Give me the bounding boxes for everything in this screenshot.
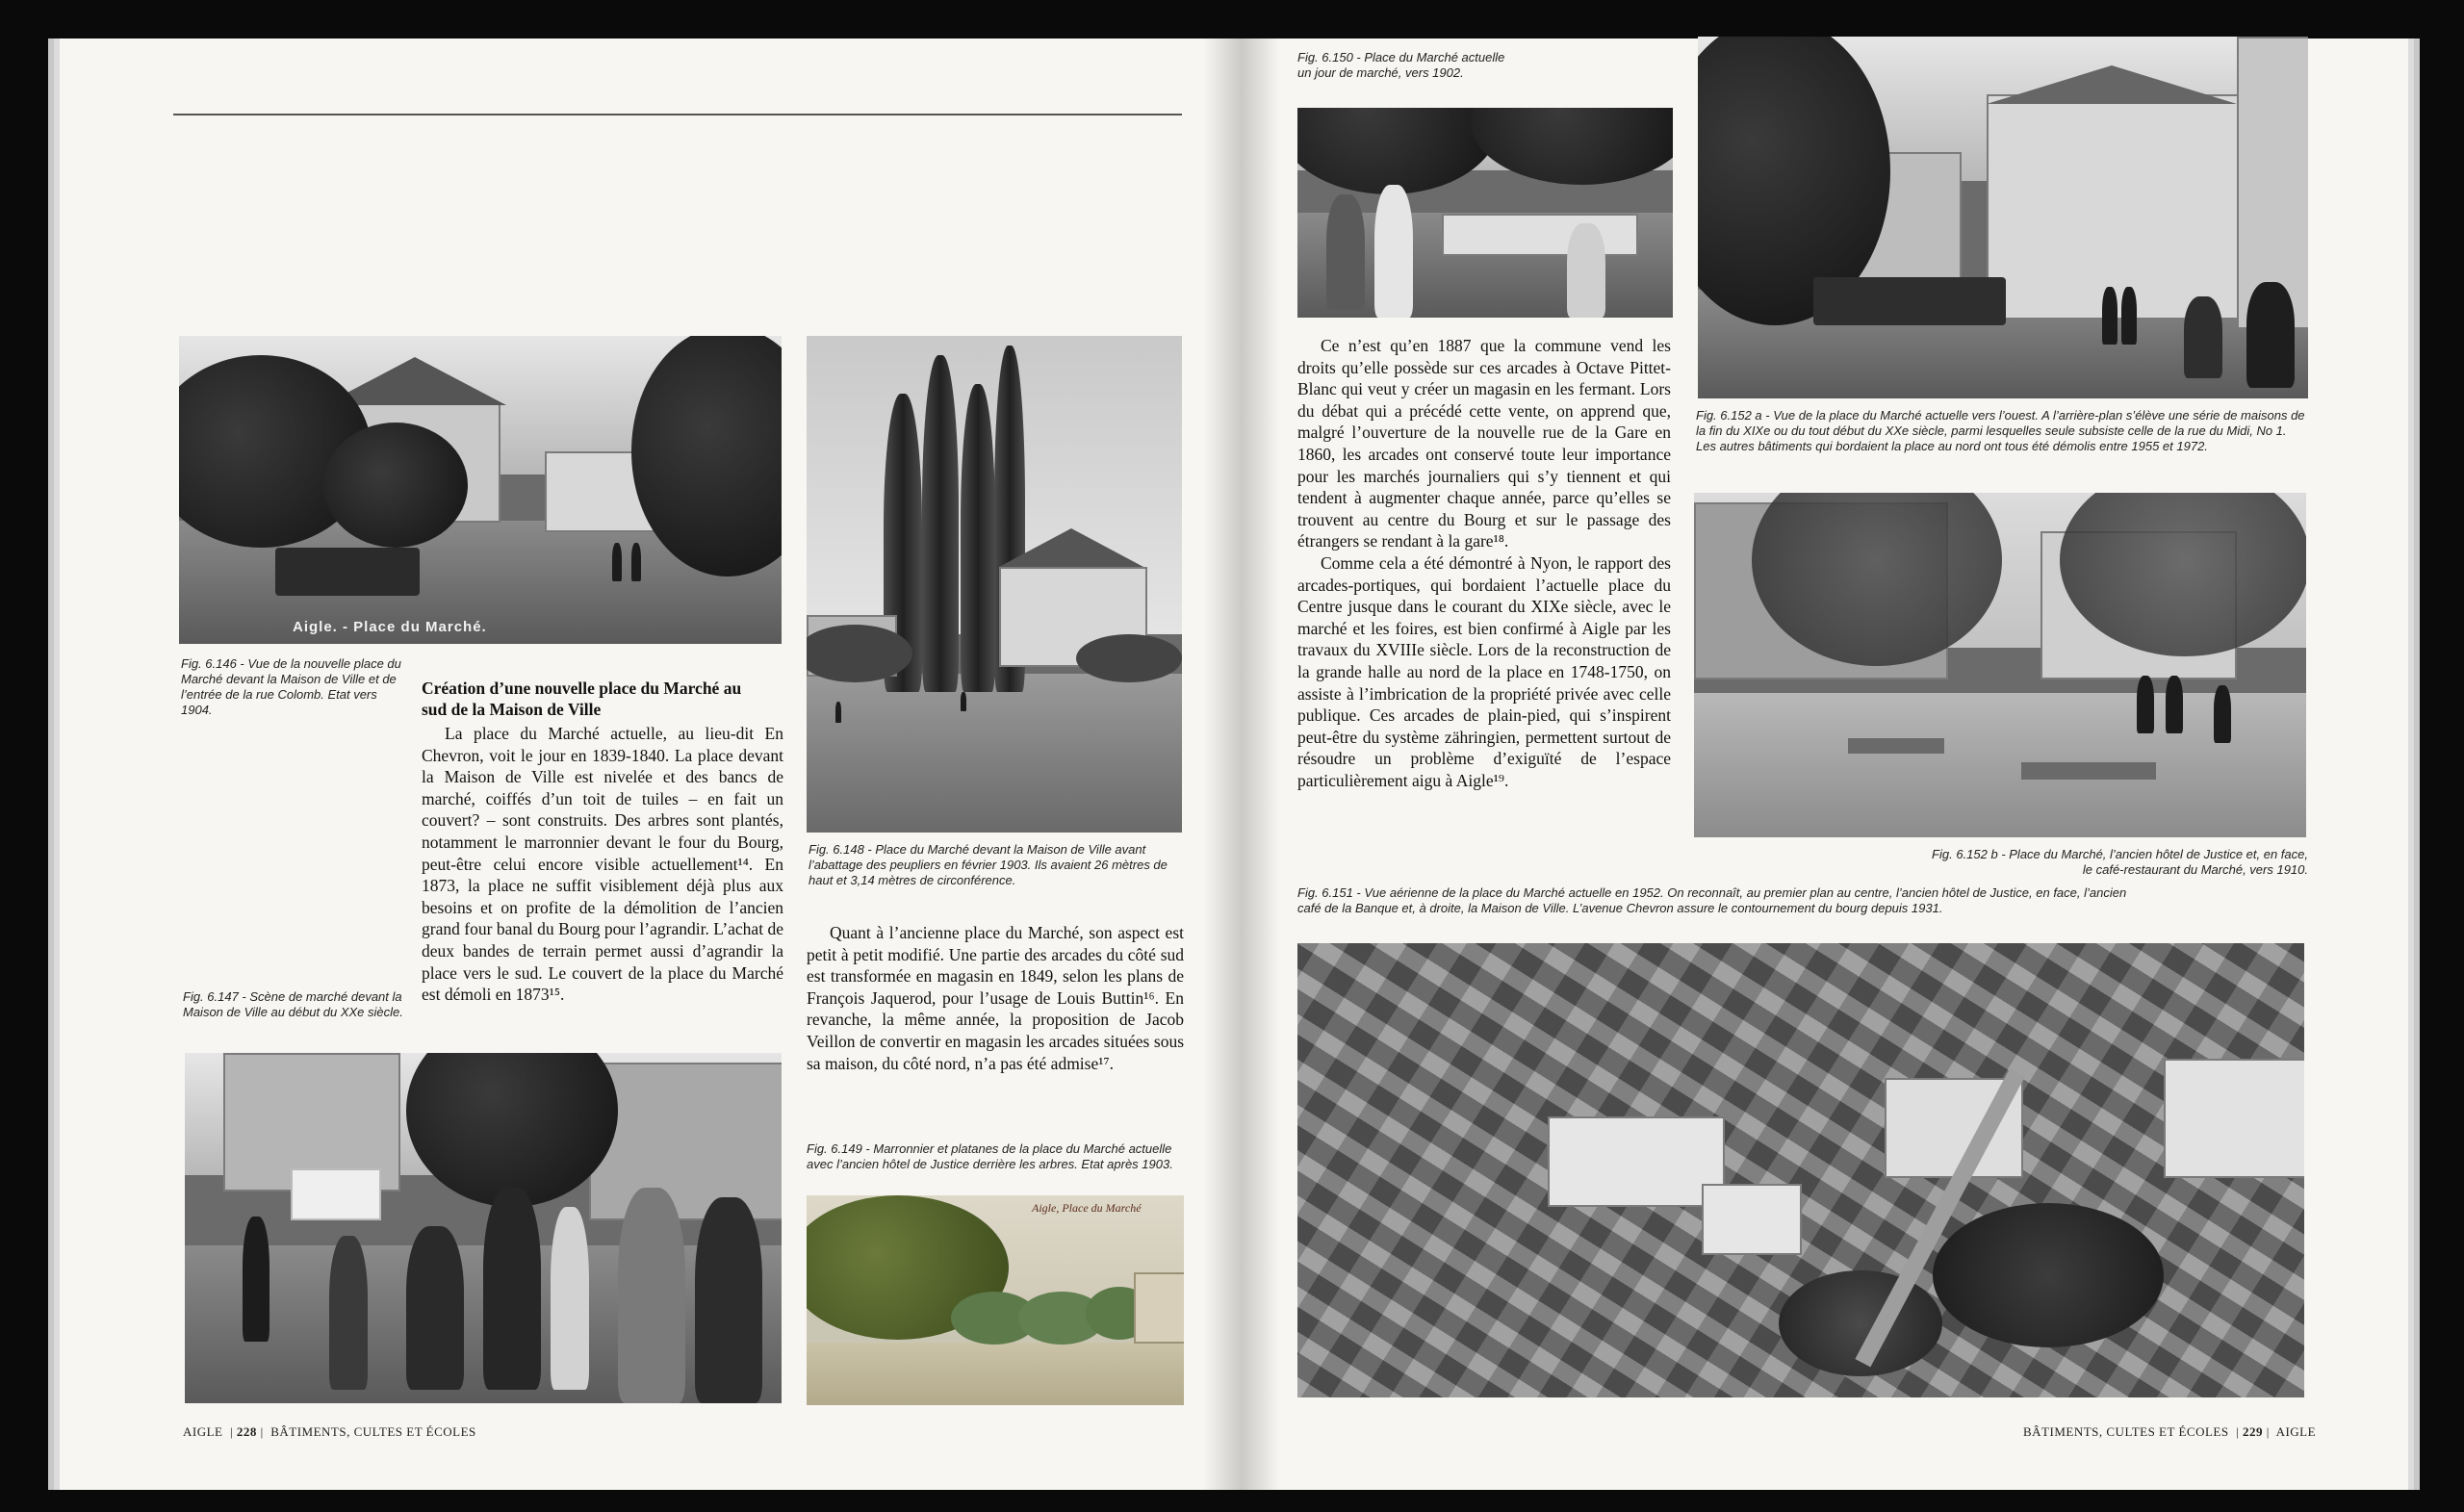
folio-page-number: 228 bbox=[236, 1424, 257, 1439]
caption-fig146: Fig. 6.146 - Vue de la nouvelle place du Marché devant la Maison de Ville et de l’entrée de la rue Colomb. Etat vers 1904. bbox=[181, 656, 401, 717]
folio-section: BÂTIMENTS, CULTES ET ÉCOLES bbox=[270, 1424, 476, 1439]
photo-fig148 bbox=[807, 336, 1182, 833]
photo-fig149 bbox=[807, 1195, 1184, 1405]
photo-fig151 bbox=[1297, 943, 2304, 1397]
photo-fig146 bbox=[179, 336, 782, 644]
folio-page-number: 229 bbox=[2242, 1424, 2263, 1439]
folio-book: AIGLE bbox=[2275, 1424, 2317, 1439]
folio-left: AIGLE | 228 | BÂTIMENTS, CULTES ET ÉCOLES bbox=[183, 1424, 476, 1439]
body-text-right bbox=[1297, 335, 1671, 791]
photo-fig152a bbox=[1698, 37, 2308, 398]
postcard-stamp: Aigle. - Place du Marché. bbox=[293, 619, 487, 635]
book-gutter bbox=[1203, 38, 1280, 1490]
section-heading: Création d’une nouvelle place du Marché au sud de la Maison de Ville bbox=[422, 679, 742, 719]
paragraph-2: Comme cela a été démontré à Nyon, le rapport des arcades-portiques, qui bordaient l’actuelle place du Centre jusque dans le courant du XIXe siècle, avec le marché et les foires, est bien confirmé à Aigle par les travaux du XVIIIe siècle. Lors de la reconstruction de la grande halle au nord de la place en 1748-1750, on assiste à l’imbrication de la propriété privée avec celle publique. Ces arcades de plain-pied, qui s’inspirent peut-être du système zähringien, permettent surtout de résoudre un problème d’exiguïté de l’espace particulièrement aigu à Aigle¹⁹. bbox=[1297, 552, 1671, 790]
photo-fig152b bbox=[1694, 493, 2306, 837]
paragraph: La place du Marché actuelle, au lieu-dit En Chevron, voit le jour en 1839-1840. La place devant la Maison de Ville est nivelée et des bancs de marché, coiffés d’un toit de tuiles – en fait un couvert? – sont construits. Des arbres sont plantés, notamment le marronnier devant le four du Bourg, peut-être celui encore visible actuellement¹⁴. En 1873, la place ne suffit visiblement déjà plus aux besoins et on profite de la démolition de l’ancien grand four banal du Bourg pour l’agrandir. L’achat de deux bandes de terrain permet aussi d’agrandir la place vers le sud. Le couvert de la place du Marché est démoli en 1873¹⁵. bbox=[422, 724, 783, 1005]
caption-fig148: Fig. 6.148 - Place du Marché devant la Maison de Ville avant l’abattage des peupliers en février 1903. Ils avaient 26 mètres de haut et 3,14 mètres de circonférence. bbox=[808, 842, 1168, 887]
caption-fig147: Fig. 6.147 - Scène de marché devant la Maison de Ville au début du XXe siècle. bbox=[183, 989, 403, 1019]
header-rule bbox=[173, 114, 1182, 115]
caption-fig151: Fig. 6.151 - Vue aérienne de la place du Marché actuelle en 1952. On reconnaît, au premier plan au centre, l’ancien hôtel de Justice, en face, l’ancien café de la Banque et, à droite, la Maison de Ville. L’avenue Chevron assure le contournement du bourg depuis 1931. bbox=[1297, 885, 2127, 915]
caption-fig152b: Fig. 6.152 b - Place du Marché, l’ancien hôtel de Justice et, en face, le café-restaurant du Marché, vers 1910. bbox=[1932, 847, 2308, 877]
photo-fig147 bbox=[185, 1053, 782, 1403]
folio-section: BÂTIMENTS, CULTES ET ÉCOLES bbox=[2023, 1424, 2229, 1439]
caption-fig152a: Fig. 6.152 a - Vue de la place du Marché actuelle vers l’ouest. A l’arrière-plan s’élève une série de maisons de la fin du XIXe ou du tout début du XXe siècle, parmi lesquelles seule subsiste celle de la rue du Midi, No 1. Les autres bâtiments qui bordaient la place au nord ont tous été démolis entre 1955 et 1972. bbox=[1696, 408, 2305, 453]
body-text-left-col2 bbox=[807, 922, 1184, 1074]
paragraph: Quant à l’ancienne place du Marché, son aspect est petit à petit modifié. Une partie des arcades du côté sud est transformée en magasin en 1849, selon les plans de François Jaquerod, pour l’usage de Louis Buttin¹⁶. En revanche, la même année, la proposition de Jacob Veillon de convertir en magasin les arcades situées sous sa maison, du côté nord, n’a pas été admise¹⁷. bbox=[807, 923, 1184, 1073]
caption-fig150: Fig. 6.150 - Place du Marché actuelle un jour de marché, vers 1902. bbox=[1297, 50, 1505, 80]
caption-fig149: Fig. 6.149 - Marronnier et platanes de la place du Marché actuelle avec l’ancien hôtel de Justice derrière les arbres. Etat après 1903. bbox=[807, 1141, 1173, 1171]
body-text-left-col1 bbox=[422, 723, 783, 1006]
folio-right: BÂTIMENTS, CULTES ET ÉCOLES | 229 | AIGLE bbox=[2023, 1424, 2317, 1439]
folio-book: AIGLE bbox=[183, 1424, 223, 1439]
postcard-title: Aigle, Place du Marché bbox=[1032, 1201, 1142, 1215]
photo-fig150 bbox=[1297, 108, 1673, 318]
paragraph-1: Ce n’est qu’en 1887 que la commune vend les droits qu’elle possède sur ces arcades à Octave Pittet-Blanc qui veut y créer un magasin en les fermant. Lors du débat qui a précédé cette vente, on apprend que, malgré l’ouverture de la nouvelle rue de la Gare en 1860, les arcades ont conservé toute leur importance pour les marchés journaliers qui s’y tiennent et qui tendent à augmenter chaque année, parce qu’elles se trouvent au centre du Bourg et sur le passage des étrangers se rendant à la gare¹⁸. bbox=[1297, 336, 1671, 551]
